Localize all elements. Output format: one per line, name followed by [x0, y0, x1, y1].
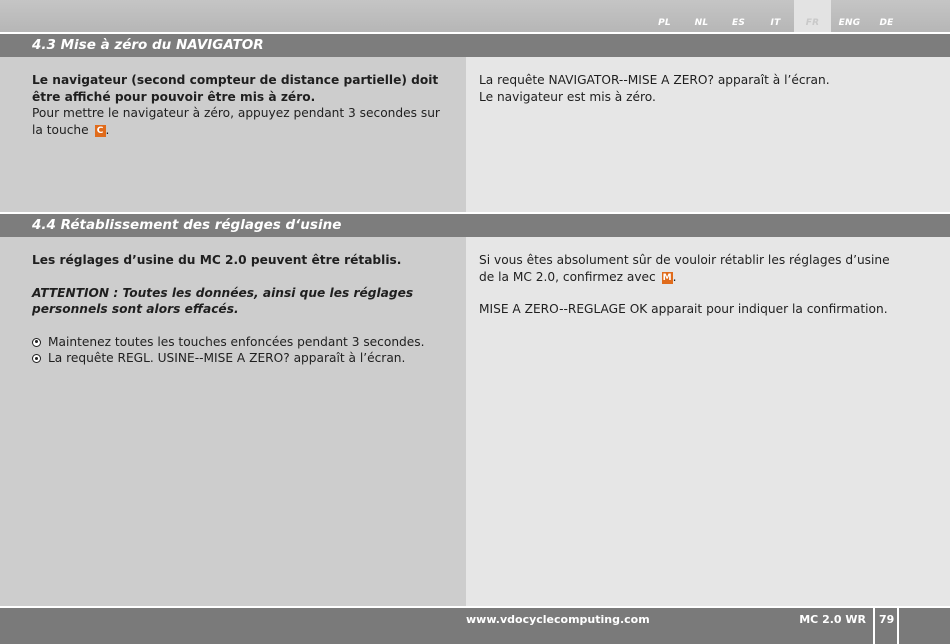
c-key-icon: C — [95, 125, 106, 137]
list-item — [32, 350, 452, 367]
section-43-intro-bold: Le navigateur (second compteur de distance partielle) doit être affiché pour pouvoir être mis à zéro. — [32, 73, 439, 104]
model-name: MC 2.0 WR — [799, 613, 866, 626]
section-44-left-text — [32, 252, 452, 367]
tab-fr[interactable]: FR — [794, 0, 831, 32]
footer — [0, 608, 950, 644]
bullet-icon — [32, 338, 41, 347]
section-43-left-text — [32, 72, 452, 138]
section-44-heading: 4.4 Rétablissement des réglages d‘usine — [0, 212, 950, 237]
section-43-right-text — [479, 72, 919, 105]
section-44-warning: ATTENTION : Toutes les données, ainsi que les réglages personnels sont alors effacés. — [32, 285, 414, 316]
section-43-instruction — [32, 105, 452, 138]
section-43-reset-line: Le navigateur est mis à zéro. — [479, 89, 656, 104]
website-link[interactable]: www.vdocyclecomputing.com — [466, 613, 650, 626]
list-item — [32, 334, 452, 351]
footer-separator — [873, 608, 875, 644]
section-44-confirmation-message: MISE A ZERO--REGLAGE OK apparait pour indiquer la confirmation. — [479, 302, 888, 316]
section-43-instruction-text: Pour mettre le navigateur à zéro, appuyez pendant 3 secondes sur la touche — [32, 106, 440, 137]
page-number: 79 — [879, 613, 895, 626]
section-44-confirm-end: . — [672, 269, 677, 284]
section-44-intro-bold: Les réglages d’usine du MC 2.0 peuvent être rétablis. — [32, 253, 402, 267]
top-bar — [0, 0, 950, 32]
bullet-icon — [32, 354, 41, 363]
tab-eng[interactable]: ENG — [838, 18, 861, 28]
tab-nl[interactable]: NL — [694, 18, 709, 28]
language-tabs — [646, 0, 905, 32]
section-44-right-text — [479, 252, 899, 318]
tab-pl[interactable]: PL — [658, 18, 671, 28]
section-43-instruction-end: . — [105, 122, 110, 137]
section-44-steps-list — [32, 334, 452, 367]
section-44-confirm-instruction — [479, 252, 899, 285]
tab-de[interactable]: DE — [879, 18, 894, 28]
tab-it[interactable]: IT — [770, 18, 781, 28]
tab-es[interactable]: ES — [731, 18, 746, 28]
step-text: Maintenez toutes les touches enfoncées pendant 3 secondes. — [48, 334, 425, 349]
section-44-confirm-text: Si vous êtes absolument sûr de vouloir rétablir les réglages d’usine de la MC 2.0, confirmez avec — [479, 253, 890, 284]
step-text: La requête REGL. USINE--MISE A ZERO? apparaît à l’écran. — [48, 351, 406, 365]
section-43-heading: 4.3 Mise à zéro du NAVIGATOR — [0, 32, 950, 57]
footer-separator — [897, 608, 899, 644]
m-key-icon: M — [662, 272, 672, 283]
section-43-request-line: La requête NAVIGATOR--MISE A ZERO? apparaît à l’écran. — [479, 73, 830, 87]
